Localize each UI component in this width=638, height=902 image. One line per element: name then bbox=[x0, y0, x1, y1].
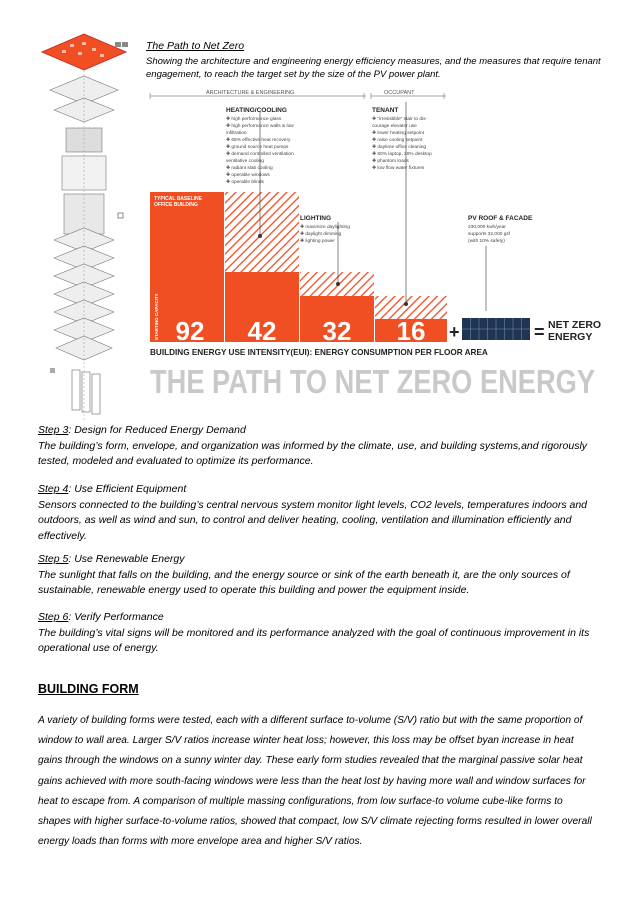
step-number: Step 6 bbox=[38, 611, 69, 623]
equals-sign: = bbox=[534, 322, 545, 342]
heating-item: ✚ high performance glass bbox=[226, 117, 282, 122]
step-3 bbox=[38, 423, 603, 470]
step-body: The building’s vital signs will be monitored and its performance analyzed with the goal of continuous improvement in its operational use of energy. bbox=[38, 626, 590, 655]
step-body: Sensors connected to the building’s central nervous system monitor light levels, CO2 levels, temperatures indoors and outdoors, as well as wind and sun, to control and deliver heating, cooling, ventilation and illumination efficiently and effectively. bbox=[38, 498, 588, 542]
section-body: A variety of building forms were tested, each with a different surface to-volume (S/V) ratio but with the same proportion of window to wall area. Larger S/V ratios increase winter heat loss; however, this loss may be offset byan increase in heat gains through the windows on a sunny winter day. These early form studies revealed that the marginal passive solar heat gains achieved with more south-facing windows were less than the heat lost by having more wall and window surfaces for heat to escape from. A comparison of multiple massing configurations, from low surface-to volume cube-like forms to shapes with higher surface-to-volume ratios, showed that compact, low S/V climate rejecting forms resulted in lower overall energy loads than forms with more envelope area and higher S/V ratios. bbox=[38, 715, 592, 848]
starting-capacity-label: STARTING CAPACITY bbox=[154, 293, 159, 340]
heating-item: ✚ operable blinds bbox=[226, 180, 264, 185]
pv-title: PV ROOF & FACADE bbox=[468, 215, 533, 222]
step-title: : Use Renewable Energy bbox=[68, 553, 185, 565]
heating-item: ✚ 65% effective heat recovery bbox=[226, 138, 291, 143]
tenant-item: ✚ phantom loads bbox=[372, 159, 409, 164]
heating-item: ventilative cooling bbox=[226, 159, 264, 164]
tenant-item: ✚ raise cooling setpoint bbox=[372, 138, 423, 143]
tenant-item: ✚ daytime office cleaning bbox=[372, 145, 427, 150]
eui-32: 32 bbox=[322, 316, 352, 346]
tenant-item: courage elevator use bbox=[372, 124, 417, 129]
eui-16: 16 bbox=[396, 316, 426, 346]
heating-item: infiltration bbox=[226, 131, 247, 136]
step-title: : Verify Performance bbox=[68, 611, 164, 623]
step-number: Step 3 bbox=[38, 424, 69, 436]
heating-item: ✚ operable windows bbox=[226, 173, 270, 178]
lighting-title: LIGHTING bbox=[300, 215, 332, 222]
pv-item: (with 10% safety) bbox=[468, 239, 505, 244]
header-occupant: OCCUPANT bbox=[384, 90, 415, 96]
step-4 bbox=[38, 482, 603, 544]
eui-42: 42 bbox=[247, 316, 277, 346]
eui-axis-label: BUILDING ENERGY USE INTENSITY(EUI): ENERGY CONSUMPTION PER FLOOR AREA bbox=[150, 348, 488, 357]
tenant-item: ✚ "irresistible" stair to dis- bbox=[372, 117, 428, 122]
pv-roof-layer bbox=[42, 34, 126, 70]
heating-cooling-title: HEATING/COOLING bbox=[226, 107, 287, 114]
tenant-item: ✚ low flow water fixtures bbox=[372, 166, 425, 171]
baseline-label-1: TYPICAL BASELINE bbox=[154, 196, 202, 202]
pv-item: supports 32,000 gsf bbox=[468, 232, 511, 237]
tenant-item: ✚ lower heating setpoint bbox=[372, 131, 425, 136]
header-arch-eng: ARCHITECTURE & ENGINEERING bbox=[206, 90, 295, 96]
tenant-title: TENANT bbox=[372, 107, 399, 114]
eui-92: 92 bbox=[175, 316, 205, 346]
figure-caption: Showing the architecture and engineering energy efficiency measures, and the measures that require tenant engagement, to reach the target set by the size of the PV power plant. bbox=[146, 56, 601, 80]
step-6 bbox=[38, 610, 603, 657]
net-zero-label-1: NET ZERO bbox=[548, 319, 602, 331]
pv-panel-array bbox=[462, 318, 530, 340]
lighting-item: ✚ maximize daylighting bbox=[300, 225, 350, 230]
net-zero-infographic bbox=[146, 86, 606, 402]
step-5 bbox=[38, 552, 603, 599]
figure-title: The Path to Net Zero bbox=[146, 40, 245, 52]
net-zero-label-2: ENERGY bbox=[548, 331, 593, 343]
heating-item: ✚ high performance walls & low bbox=[226, 124, 294, 129]
pv-item: 230,000 kwh/year bbox=[468, 225, 506, 230]
step-number: Step 5 bbox=[38, 553, 69, 565]
step-title: : Use Efficient Equipment bbox=[68, 483, 187, 495]
step-title: : Design for Reduced Energy Demand bbox=[68, 424, 246, 436]
tenant-item: ✚ 80% laptop, 20% desktop bbox=[372, 152, 432, 157]
lighting-item: ✚ lighting power bbox=[300, 239, 335, 244]
heating-item: ✚ ground source heat pumps bbox=[226, 145, 289, 150]
heating-item: ✚ radiant slab cooling bbox=[226, 166, 273, 171]
baseline-label-2: OFFICE BUILDING bbox=[154, 202, 198, 208]
section-title: BUILDING FORM bbox=[38, 682, 139, 696]
heating-item: ✚ demand controlled ventilation bbox=[226, 152, 294, 157]
step-number: Step 4 bbox=[38, 483, 69, 495]
lighting-item: ✚ daylight dimming bbox=[300, 232, 342, 237]
plus-sign: + bbox=[449, 322, 460, 342]
step-body: The building’s form, envelope, and organization was informed by the climate, use, and building systems,and rigorously tested, modeled and evaluated to optimize its performance. bbox=[38, 439, 588, 468]
banner-title: THE PATH TO NET ZERO ENERGY bbox=[150, 363, 595, 400]
step-body: The sunlight that falls on the building, and the energy source or sink of the earth beneath it, are the only sources of sustainable, renewable energy used to operate this building and power the equipment inside. bbox=[38, 568, 570, 597]
exploded-building-axonometric bbox=[40, 30, 140, 420]
